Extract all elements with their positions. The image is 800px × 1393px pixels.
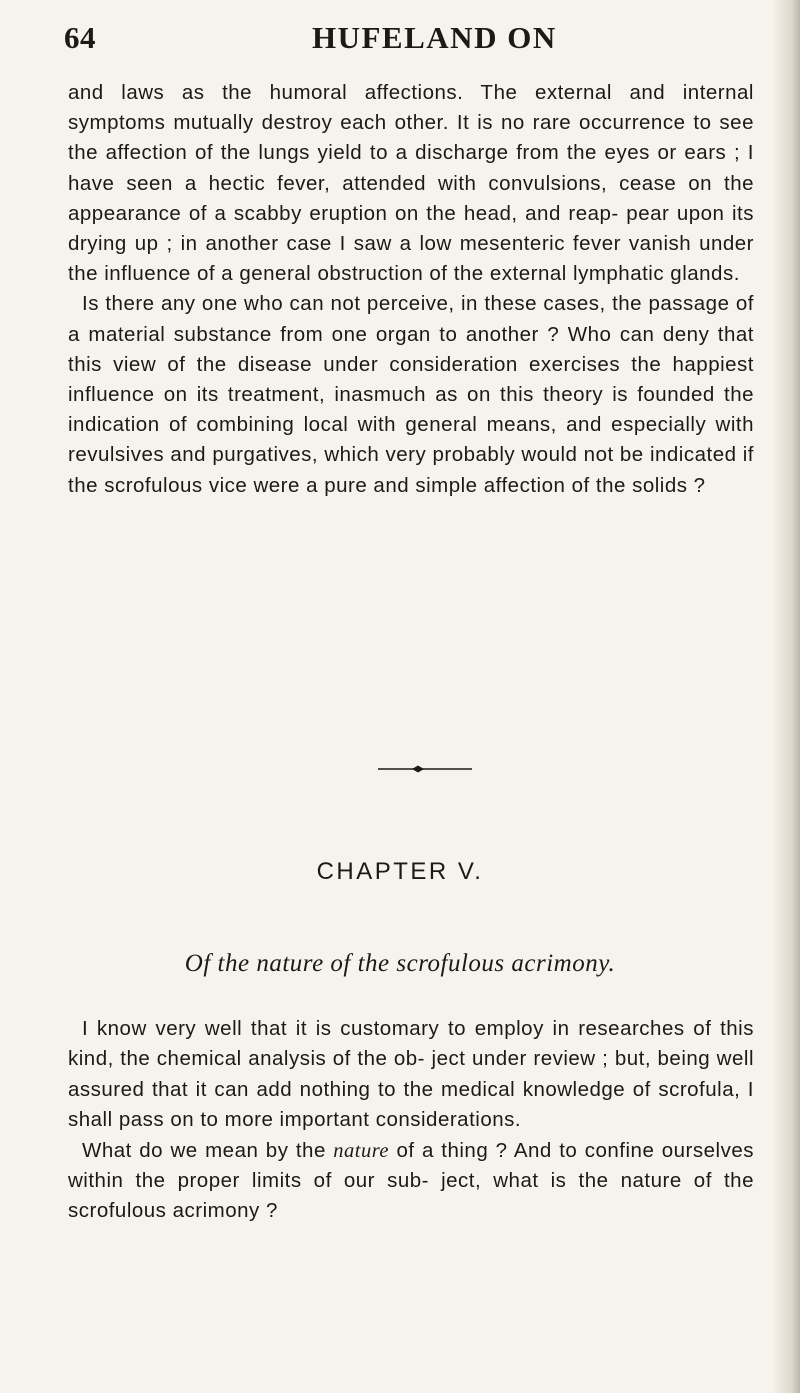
text-line: obstruction of the external lymphatic glands. — [317, 262, 740, 286]
running-head-title: HUFELAND ON — [312, 20, 557, 55]
text-line: appearance of a scabby eruption on the head, and reap- — [68, 201, 619, 225]
text-line: and especially with revulsives and purgatives, which — [68, 413, 754, 467]
text-line: ject under review ; but, being well assured that it can — [68, 1047, 754, 1101]
page-edge-shadow — [772, 0, 800, 1393]
text-line: researches of this kind, the chemical analysis of the ob- — [68, 1017, 754, 1071]
body-text-top — [68, 78, 754, 501]
text-line: the indication of combining local with general means, — [68, 383, 754, 437]
text-line: yield to a discharge from the eyes or ears ; I have seen — [68, 141, 754, 195]
text-line: pear upon its drying up ; in another case I saw a low — [68, 201, 754, 256]
paragraph — [68, 1014, 754, 1136]
text-line: its treatment, inasmuch as on this theory is founded — [196, 383, 715, 407]
text-fragment: of a thing ? And to — [389, 1138, 578, 1162]
running-head — [64, 20, 754, 64]
text-line: Is there any one who can not perceive, in these cases, — [82, 292, 606, 316]
text-line: vice were a pure and simple affection of the solids ? — [208, 473, 706, 497]
text-line: mesenteric fever vanish under the influence of a general — [68, 232, 754, 286]
text-line: I know very well that it is customary to employ in — [82, 1017, 570, 1040]
text-line: the passage of a material substance from one organ to — [68, 292, 754, 346]
text-line: under consideration exercises the happiest influence on — [68, 352, 755, 407]
body-text-bottom — [68, 1014, 754, 1227]
page-number: 64 — [64, 20, 96, 55]
text-line: very probably would not be indicated if the scrofulous — [68, 443, 754, 497]
text-line: internal symptoms mutually destroy each other. It is — [68, 81, 754, 135]
italic-word: nature — [333, 1139, 390, 1162]
text-line: add nothing to the medical knowledge of scrofula, I — [256, 1077, 754, 1101]
chapter-heading: CHAPTER V. — [316, 858, 484, 885]
text-line: another ? Who can deny that this view of the disease — [68, 322, 755, 376]
section-divider-ornament — [378, 765, 472, 773]
chapter-subtitle: Of the nature of the scrofulous acrimony. — [184, 950, 616, 977]
text-line: confine ourselves within the proper limits of our sub- — [68, 1138, 754, 1193]
paragraph — [68, 1136, 754, 1227]
text-line: and laws as the humoral affections. The external and — [68, 81, 666, 104]
text-line: shall pass on to more important considerations. — [68, 1108, 522, 1132]
text-line: a hectic fever, attended with convulsions, cease on the — [184, 171, 754, 195]
paragraph — [68, 289, 754, 500]
text-line: no rare occurrence to see the affection of the lungs — [68, 111, 754, 165]
text-fragment: What do we mean by the — [82, 1138, 334, 1162]
text-line: ject, what is the nature of the scrofulous acrimony ? — [68, 1169, 754, 1223]
paragraph — [68, 78, 754, 289]
